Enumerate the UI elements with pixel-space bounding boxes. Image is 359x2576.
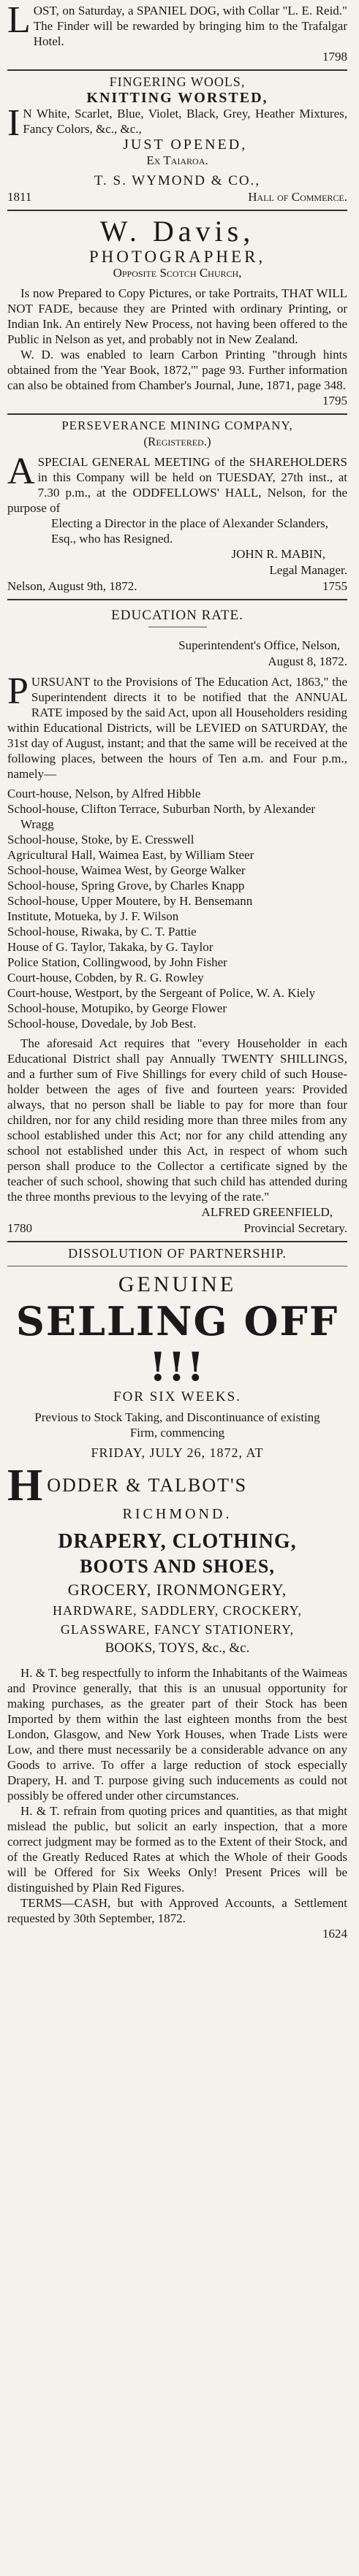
signatory: JOHN R. MABIN, bbox=[231, 547, 325, 561]
mining-meeting-notice bbox=[7, 418, 347, 595]
list-item: School-house, Waimea West, by George Walker bbox=[7, 863, 246, 877]
subheading: KNITTING WORSTED, bbox=[86, 90, 268, 106]
drop-cap: H bbox=[7, 1461, 45, 1510]
goods-line: GLASSWARE, FANCY STATIONERY, bbox=[60, 1622, 295, 1637]
goods-line: GROCERY, IRONMONGERY, bbox=[67, 1581, 287, 1599]
collection-places bbox=[7, 786, 347, 1031]
list-item: Agricultural Hall, Waimea East, by William Steer bbox=[7, 848, 254, 862]
divider bbox=[7, 1241, 347, 1242]
address: Opposite Scotch Church, bbox=[113, 266, 242, 280]
divider bbox=[7, 69, 347, 71]
drop-cap: I bbox=[7, 102, 20, 144]
company-name: PERSEVERANCE MINING COMPANY, bbox=[61, 418, 293, 432]
selling-off-heading: SELLING OFF !!! bbox=[15, 1298, 339, 1390]
terms: TERMS—CASH, but with Approved Accounts, a Settlement requested by 30th September, 1872. bbox=[7, 1896, 347, 1925]
list-item: School-house, Stoke, by E. Cresswell bbox=[7, 833, 194, 846]
firm-name: T. S. WYMOND & CO., bbox=[94, 173, 261, 188]
advert-number: 1811 bbox=[7, 190, 32, 204]
list-item: School-house, Upper Moutere, by H. Bensemann bbox=[7, 894, 253, 908]
advert-number: 1755 bbox=[322, 579, 347, 593]
divider bbox=[7, 599, 347, 600]
advert-number: 1795 bbox=[322, 394, 347, 408]
signatory-role: Legal Manager. bbox=[269, 563, 347, 577]
sale-date: FRIDAY, JULY 26, 1872, AT bbox=[91, 1445, 264, 1460]
divider bbox=[7, 210, 347, 211]
signatory: ALFRED GREENFIELD, bbox=[201, 1205, 333, 1219]
meeting-purpose: Electing a Director in the place of Alexander Sclanders, Esq., who has Resigned. bbox=[51, 516, 329, 546]
notice-paragraph: The aforesaid Act requires that "every Householder in each Educational District shall pay Annually TWENTY SHILLINGS, and a further sum of Five Shillings for every child of such House-holder between the ages of five and fourteen years: Provided always, that no person shall be liable to pay for more than four children, nor for any child residing more than three miles from any school established under this Act; nor for any child attending any school not established under this Act, in respect of whom such person shall produce to the Collector a certificate signed by the teacher of such school, showing that such child has attended during the three months previous to the levying of the rate." bbox=[7, 1036, 347, 1204]
goods-line: BOOTS AND SHOES, bbox=[80, 1556, 275, 1577]
list-item: Court-house, Westport, by the Sergeant of Police, W. A. Kiely bbox=[7, 986, 316, 1000]
advert-paragraph: H. & T. beg respectfully to inform the Inhabitants of the Waimeas and Province generally, that this is an unusual opportunity for making purchases, as the greater part of their Stock has been Imported by them within the last eighteen months from the best London, Glasgow, and New York Houses, when Trade Lists were Low, and there must necessarily be a considerable advance on any Goods to arrive. To offer a large reduction of stock especially Drapery, H. and T. purpose giving such inducements as could not possibly be offered under other circumstances. bbox=[7, 1666, 347, 1803]
notice-text: OST, on Saturday, a SPANIEL DOG, with Collar "L. E. Reid." The Finder will be rewarded by bringing him to the Trafalgar Hotel. bbox=[33, 4, 347, 48]
education-rate-notice bbox=[7, 603, 347, 1237]
list-item: Institute, Motueka, by J. F. Wilson bbox=[7, 909, 179, 923]
advert-paragraph: H. & T. refrain from quoting prices and quantities, as that might mislead the public, but solicit an early inspection, that a more correct judgment may be formed as to the Extent of their Stock, and of the Greatly Reduced Rates at which the Whole of their Goods will be Offered for Six Weeks Only! Present Prices will be distinguished by Plain Red Figures. bbox=[7, 1804, 347, 1895]
goods-line: BOOKS, TOYS, &c., &c. bbox=[105, 1640, 250, 1656]
firm-place: Hall of Commerce. bbox=[248, 190, 347, 204]
photographer-advert bbox=[7, 214, 347, 409]
drop-cap: A bbox=[7, 451, 35, 492]
office: Superintendent's Office, Nelson, bbox=[178, 638, 340, 652]
list-item: Court-house, Nelson, by Alfred Hibble bbox=[7, 787, 201, 800]
list-item: School-house, Clifton Terrace, Suburban North, by Alexander Wragg bbox=[7, 802, 316, 831]
goods-line: DRAPERY, CLOTHING, bbox=[58, 1530, 297, 1553]
advert-number: 1798 bbox=[322, 50, 347, 64]
signatory-role: Provincial Secretary. bbox=[243, 1221, 347, 1235]
list-item: Court-house, Cobden, by R. G. Rowley bbox=[7, 971, 204, 985]
just-opened: JUST OPENED, bbox=[123, 137, 248, 153]
notice-text: URSUANT to the Provisions of The Education Act, 1863," the Superintendent directs it to be notified that the ANNUAL RATE imposed by the said Act, upon all Householders residing within Educational Districts, will be LEVIED on SATURDAY, the 31st day of August, instant; and that the same will be received at the following places, between the hours of Ten a.m. and Four p.m., namely— bbox=[7, 675, 347, 781]
ship-name: Ex Taiaroa. bbox=[146, 153, 208, 167]
list-item: School-house, Spring Grove, by Charles Knapp bbox=[7, 879, 245, 893]
divider bbox=[7, 413, 347, 415]
sale-reason: Previous to Stock Taking, and Discontinuance of existing Firm, commencing bbox=[34, 1410, 320, 1440]
photographer-title: PHOTOGRAPHER, bbox=[88, 248, 266, 266]
firm-name: ODDER & TALBOT'S bbox=[47, 1475, 248, 1496]
goods-line: HARDWARE, SADDLERY, CROCKERY, bbox=[53, 1603, 302, 1618]
lost-dog-notice bbox=[7, 0, 347, 65]
advert-paragraph: W. D. was enabled to learn Carbon Printing "through hints obtained from the 'Year Book, 1872,'" page 93. Further information can also be obtained from Chamber's Journal, June, 1871, page 348. bbox=[7, 348, 347, 392]
list-item: Police Station, Collingwood, by John Fisher bbox=[7, 955, 227, 969]
heading: FINGERING WOOLS, bbox=[109, 74, 246, 89]
drop-cap: L bbox=[7, 0, 31, 41]
heading: EDUCATION RATE. bbox=[111, 608, 243, 623]
registered-label: (Registered.) bbox=[143, 435, 211, 448]
town: RICHMOND. bbox=[122, 1506, 233, 1522]
wool-advert bbox=[7, 74, 347, 205]
list-item: School-house, Dovedale, by Job Best. bbox=[7, 1017, 197, 1031]
advert-paragraph: Is now Prepared to Copy Pictures, or take Portraits, THAT WILL NOT FADE, because they are Printed with ordinary Printing, or Indian Ink. An entirely New Process, not having been offered to the Public in Nelson as yet, and probably not in New Zealand. bbox=[7, 286, 347, 346]
genuine-label: GENUINE bbox=[118, 1272, 237, 1296]
list-item: School-house, Motupiko, by George Flower bbox=[7, 1001, 227, 1015]
dissolution-heading: DISSOLUTION OF PARTNERSHIP. bbox=[68, 1246, 287, 1261]
advert-text: N White, Scarlet, Blue, Violet, Black, Grey, Heather Mixtures, Fancy Colors, &c., &c., bbox=[23, 107, 347, 136]
advert-number: 1780 bbox=[7, 1221, 32, 1235]
photographer-name: W. Davis, bbox=[99, 215, 255, 248]
drop-cap: P bbox=[7, 670, 29, 712]
advert-number: 1624 bbox=[322, 1927, 347, 1941]
notice-text: SPECIAL GENERAL MEETING of the SHAREHOLDERS in this Company will be held on TUESDAY, 27th inst., at 7.30 p.m., at the ODDFELLOWS' HALL, Nelson, for the purpose of bbox=[7, 455, 347, 515]
duration: FOR SIX WEEKS. bbox=[113, 1389, 241, 1404]
list-item: House of G. Taylor, Takaka, by G. Taylor bbox=[7, 940, 213, 954]
notice-date: Nelson, August 9th, 1872. bbox=[7, 579, 137, 593]
list-item: School-house, Riwaka, by C. T. Pattie bbox=[7, 925, 197, 939]
office-date: August 8, 1872. bbox=[268, 654, 347, 668]
selling-off-advert bbox=[7, 1245, 347, 1942]
